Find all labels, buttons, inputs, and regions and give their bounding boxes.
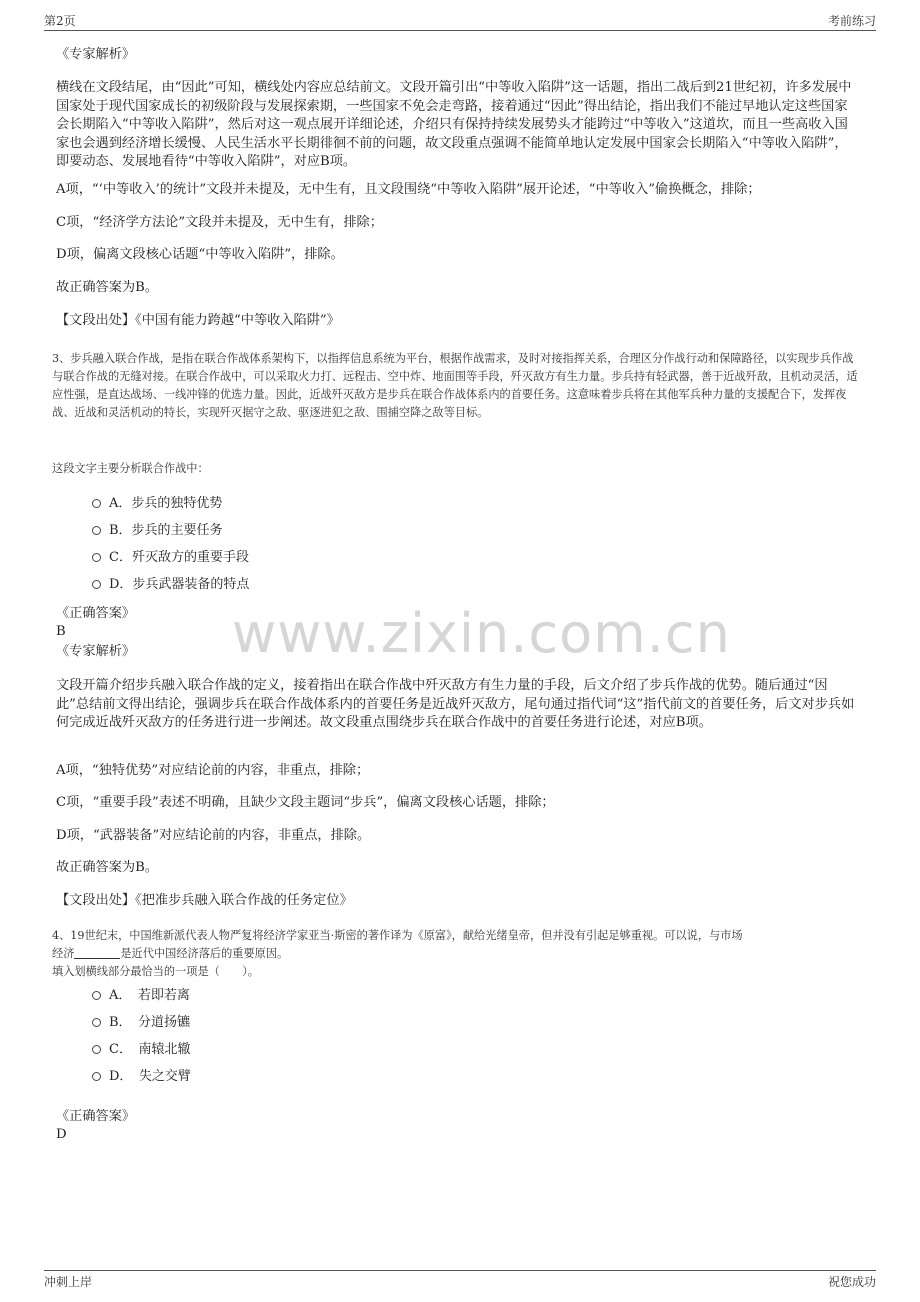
watermark: www.zixin.com.cn: [232, 602, 731, 665]
q3-option-d-analysis: D项，“武器装备”对应结论前的内容，非重点，排除。: [56, 828, 371, 843]
radio-icon[interactable]: [92, 1072, 101, 1081]
q4-option-a[interactable]: A． 若即若离: [92, 987, 190, 1005]
q3-stem: 3、步兵融入联合作战，是指在联合作战体系架构下，以指挥信息系统为平台，根据作战需求，及时对接指挥关系，合理区分作战行动和保障路径，以实现步兵作战与联合作战的无缝对接。在联合作战中，可以采取火力打、远程击、空中炸、地面围等手段，歼灭敌方有生力量。步兵持有轻武器，善于近战歼敌，且机动灵活，适应性强，是直达战场、一线冲锋的优选力量。因此，近战歼灭敌方是步兵在联合作战体系内的首要任务。这意味着步兵将在其他军兵种力量的支援配合下，发挥夜战、近战和灵活机动的特长，实现歼灭据守之敌、驱逐进犯之敌、围捕空降之敌等目标。: [52, 352, 858, 419]
q3-analysis: 文段开篇介绍步兵融入联合作战的定义，接着指出在联合作战中歼灭敌方有生力量的手段，后文介绍了步兵作战的优势。随后通过“因此”总结前文得出结论，强调步兵在联合作战体系内的首要任务是近战歼灭敌方，尾句通过指代词“这”指代前文的首要任务，后文对步兵如何完成近战歼灭敌方的任务进行进一步阐述。故文段重点围绕步兵在联合作战中的首要任务进行论述，对应B项。: [56, 678, 855, 730]
radio-icon[interactable]: [92, 1018, 101, 1027]
q3-option-c[interactable]: C．歼灭敌方的重要手段: [92, 549, 249, 567]
q2-option-c-analysis: C项，“经济学方法论”文段并未提及，无中生有，排除；: [56, 215, 383, 230]
q4-option-c[interactable]: C． 南辕北辙: [92, 1041, 190, 1059]
header-title: 考前练习: [827, 14, 876, 28]
radio-icon[interactable]: [92, 553, 101, 562]
q3-answer: B: [56, 624, 66, 639]
q4-question: 填入划横线部分最恰当的一项是（ ）。: [52, 965, 259, 978]
q4-option-d[interactable]: D． 失之交臂: [92, 1068, 191, 1086]
q2-option-a-analysis: A项，“‘中等收入’的统计”文段并未提及，无中生有，且文段围绕“中等收入陷阱”展开论述，“中等收入”偷换概念，排除；: [56, 182, 761, 197]
page-footer: [44, 1270, 876, 1291]
q2-analysis: 横线在文段结尾，由“因此”可知，横线处内容应总结前文。文段开篇引出“中等收入陷阱”这一话题，指出二战后到21世纪初，许多发展中国家处于现代国家成长的初级阶段与发展探索期，一些国家不免会走弯路，接着通过“因此”得出结论，指出我们不能过早地认定这些国家会长期陷入“中等收入陷阱”，然后对这一观点展开详细论述，介绍只有保持持续发展势头才能跨过“中等收入”这道坎，而且一些高收入国家也会遇到经济增长缓慢、人民生活水平长期徘徊不前的问题，故文段重点强调不能简单地认定发展中国家会长期陷入“中等收入陷阱”，即要动态、发展地看待“中等收入陷阱”，对应B项。: [56, 80, 852, 169]
q4-stem: [52, 927, 864, 981]
q2-option-d-analysis: D项，偏离文段核心话题“中等收入陷阱”，排除。: [56, 247, 344, 262]
q4-answer: D: [56, 1127, 67, 1142]
radio-icon[interactable]: [92, 580, 101, 589]
radio-icon[interactable]: [92, 1045, 101, 1054]
q4-stem-part-2: 经济: [52, 947, 75, 960]
radio-icon[interactable]: [92, 499, 101, 508]
q4-stem-part-3: 是近代中国经济落后的重要原因。: [120, 947, 289, 960]
fill-blank: [74, 946, 120, 959]
q3-answer-title: 《正确答案》: [56, 606, 136, 621]
footer-left: 冲刺上岸: [44, 1275, 93, 1289]
q3-option-a-analysis: A项，“独特优势”对应结论前的内容，非重点，排除；: [56, 763, 370, 778]
q2-answer-line: 故正确答案为B。: [56, 280, 159, 295]
q3-answer-line: 故正确答案为B。: [56, 860, 159, 875]
q3-source: 【文段出处】《把准步兵融入联合作战的任务定位》: [56, 893, 353, 908]
q3-option-d[interactable]: D．步兵武器装备的特点: [92, 576, 249, 594]
footer-right: 祝您成功: [827, 1275, 876, 1289]
q4-option-b[interactable]: B． 分道扬镳: [92, 1014, 190, 1032]
q2-source: 【文段出处】《中国有能力跨越“中等收入陷阱”》: [56, 313, 340, 328]
radio-icon[interactable]: [92, 526, 101, 535]
page-header: [44, 12, 876, 31]
q3-option-a[interactable]: A．步兵的独特优势: [92, 495, 222, 513]
radio-icon[interactable]: [92, 991, 101, 1000]
q3-option-c-analysis: C项，“重要手段”表述不明确，且缺少文段主题词“步兵”，偏离文段核心话题，排除；: [56, 795, 555, 810]
q4-stem-part-1: 4、19世纪末，中国维新派代表人物严复将经济学家亚当·斯密的著作译为《原富》，献给光绪皇帝，但并没有引起足够重视。可以说，与市场: [52, 929, 743, 942]
q3-analysis-title: 《专家解析》: [56, 644, 136, 659]
q3-question: 这段文字主要分析联合作战中：: [52, 462, 209, 475]
q4-answer-title: 《正确答案》: [56, 1109, 136, 1124]
page-number: 第2页: [44, 14, 76, 28]
q3-option-b[interactable]: B．步兵的主要任务: [92, 522, 223, 540]
q2-analysis-title: 《专家解析》: [56, 47, 136, 62]
